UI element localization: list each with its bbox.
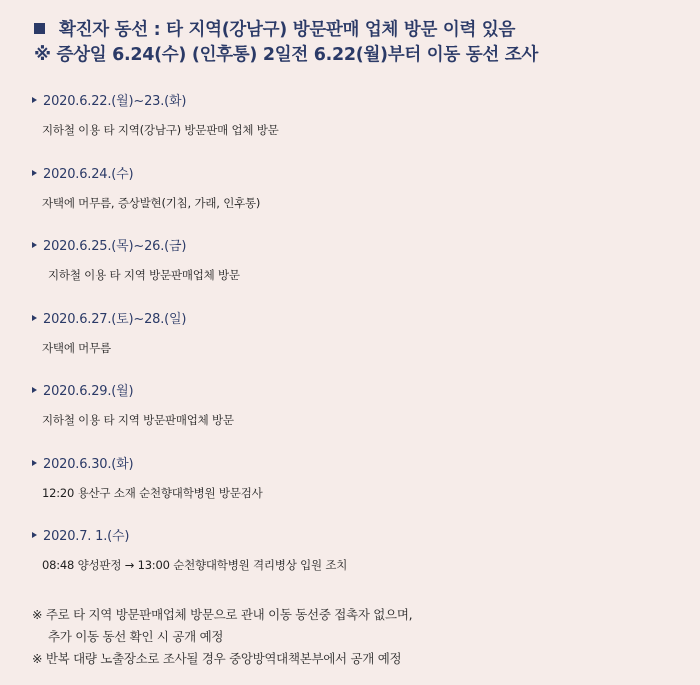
timeline-entry	[32, 455, 672, 528]
entry-description: 지하철 이용 타 지역 방문판매업체 방문	[48, 268, 240, 282]
entry-description: 지하철 이용 타 지역 방문판매업체 방문	[42, 413, 234, 427]
entry-date: 2020.7. 1.(수)	[43, 529, 130, 544]
entry-date: 2020.6.30.(화)	[43, 456, 134, 472]
footnote-line: ※ 주로 타 지역 방문판매업체 방문으로 관내 이동 동선중 접촉자 없으며,	[32, 607, 413, 622]
entry-date: 2020.6.29.(월)	[43, 384, 134, 399]
entry-date: 2020.6.24.(수)	[43, 166, 134, 182]
triangle-bullet-icon	[32, 532, 37, 538]
entry-date: 2020.6.22.(월)~23.(화)	[43, 94, 187, 109]
square-bullet-icon	[34, 23, 45, 34]
entry-description: 12:20 용산구 소재 순천향대학병원 방문검사	[42, 485, 263, 500]
entry-description: 지하철 이용 타 지역(강남구) 방문판매 업체 방문	[42, 123, 279, 137]
entry-date: 2020.6.27.(토)~28.(일)	[43, 311, 187, 327]
timeline-entry	[32, 310, 672, 383]
footnotes	[32, 604, 682, 670]
document-header	[34, 18, 684, 68]
triangle-bullet-icon	[32, 315, 37, 321]
entry-date: 2020.6.25.(목)~26.(금)	[43, 239, 187, 254]
entry-description: 자택에 머무름	[42, 340, 111, 355]
header-title-line	[34, 18, 684, 43]
entry-description: 자택에 머무름, 증상발현(기침, 가래, 인후통)	[42, 195, 261, 210]
timeline-entry	[32, 237, 672, 310]
triangle-bullet-icon	[32, 460, 37, 466]
timeline-entry	[32, 527, 672, 600]
timeline-entry	[32, 92, 672, 165]
triangle-bullet-icon	[32, 242, 37, 248]
timeline-entry	[32, 165, 672, 238]
timeline-entry	[32, 382, 672, 455]
movement-timeline	[32, 92, 672, 600]
header-subtitle: ※ 증상일 6.24(수) (인후통) 2일전 6.22(월)부터 이동 동선 조사	[34, 45, 538, 65]
footnote-line: ※ 반복 대량 노출장소로 조사될 경우 중앙방역대책본부에서 공개 예정	[32, 651, 402, 666]
footnote-continuation: 추가 이동 동선 확인 시 공개 예정	[48, 629, 224, 644]
entry-description: 08:48 양성판정 → 13:00 순천향대학병원 격리병상 입원 조치	[42, 558, 348, 572]
triangle-bullet-icon	[32, 97, 37, 103]
triangle-bullet-icon	[32, 387, 37, 393]
triangle-bullet-icon	[32, 170, 37, 176]
header-title: 확진자 동선 : 타 지역(강남구) 방문판매 업체 방문 이력 있음	[59, 20, 516, 40]
